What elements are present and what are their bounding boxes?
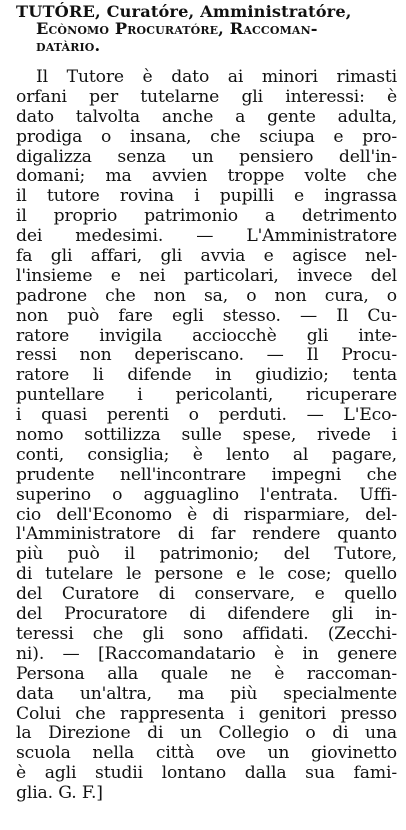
body-line: dato talvolta anche a gente adulta, bbox=[16, 107, 397, 127]
body-line: Persona alla quale ne è raccoman- bbox=[16, 664, 397, 684]
body-line: data un'altra, ma più specialmente bbox=[16, 684, 397, 704]
body-line: il tutore rovina i pupilli e ingrassa bbox=[16, 187, 397, 207]
heading-line: TUTÓRE, Curatóre, Amministratóre, bbox=[16, 2, 352, 21]
body-line: non può fare egli stesso. — Il Cu- bbox=[16, 306, 397, 326]
body-line: conti, consiglia; è lento al pagare, bbox=[16, 445, 397, 465]
body-line: Colui che rappresenta i genitori presso bbox=[16, 704, 397, 724]
entry-heading bbox=[16, 3, 397, 54]
body-line: orfani per tutelarne gli interessi: è bbox=[16, 87, 397, 107]
body-line: teressi che gli sono affidati. (Zecchi- bbox=[16, 624, 397, 644]
body-line: cio dell'Economo è di risparmiare, del- bbox=[16, 505, 397, 525]
body-line: prodiga o insana, che sciupa e pro- bbox=[16, 127, 397, 147]
body-line: superino o agguaglino l'entrata. Uffi- bbox=[16, 485, 397, 505]
body-line: scuola nella città ove un giovinetto bbox=[16, 744, 397, 764]
body-line: digalizza senza un pensiero dell'in- bbox=[16, 147, 397, 167]
body-line: glia. G. F.] bbox=[16, 784, 103, 804]
body-line: puntellare i pericolanti, ricuperare bbox=[16, 386, 397, 406]
body-line: è agli studii lontano dalla sua fami- bbox=[16, 764, 397, 784]
body-line: ratore invigila acciocchè gli inte- bbox=[16, 326, 397, 346]
body-line: fa gli affari, gli avvia e agisce nel- bbox=[16, 247, 397, 267]
body-line: prudente nell'incontrare impegni che bbox=[16, 465, 397, 485]
entry-body bbox=[16, 68, 397, 804]
body-line: l'Amministratore di far rendere quanto bbox=[16, 525, 397, 545]
body-line: i quasi perenti o perduti. — L'Eco- bbox=[16, 406, 397, 426]
body-line: Il Tutore è dato ai minori rimasti bbox=[36, 68, 397, 87]
body-line: ressi non deperiscano. — Il Procu- bbox=[16, 346, 397, 366]
body-line: del Curatore di conservare, e quello bbox=[16, 585, 397, 605]
body-line: ni). — [Raccomandatario è in genere bbox=[16, 644, 397, 664]
body-line: la Direzione di un Collegio o di una bbox=[16, 724, 397, 744]
body-line: padrone che non sa, o non cura, o bbox=[16, 286, 397, 306]
body-line: l'insieme e nei particolari, invece del bbox=[16, 266, 397, 286]
body-line: il proprio patrimonio a detrimento bbox=[16, 207, 397, 227]
body-line: ratore li difende in giudizio; tenta bbox=[16, 366, 397, 386]
body-line: dei medesimi. — L'Amministratore bbox=[16, 227, 397, 247]
body-line: domani; ma avvien troppe volte che bbox=[16, 167, 397, 187]
heading-line: datàrio. bbox=[36, 36, 101, 55]
body-line: del Procuratore di difendere gli in- bbox=[16, 605, 397, 625]
body-line: di tutelare le persone e le cose; quello bbox=[16, 565, 397, 585]
heading-line: Ecònomo Procuratóre, Raccoman- bbox=[36, 19, 318, 38]
body-line: più può il patrimonio; del Tutore, bbox=[16, 545, 397, 565]
body-line: nomo sottilizza sulle spese, rivede i bbox=[16, 426, 397, 446]
